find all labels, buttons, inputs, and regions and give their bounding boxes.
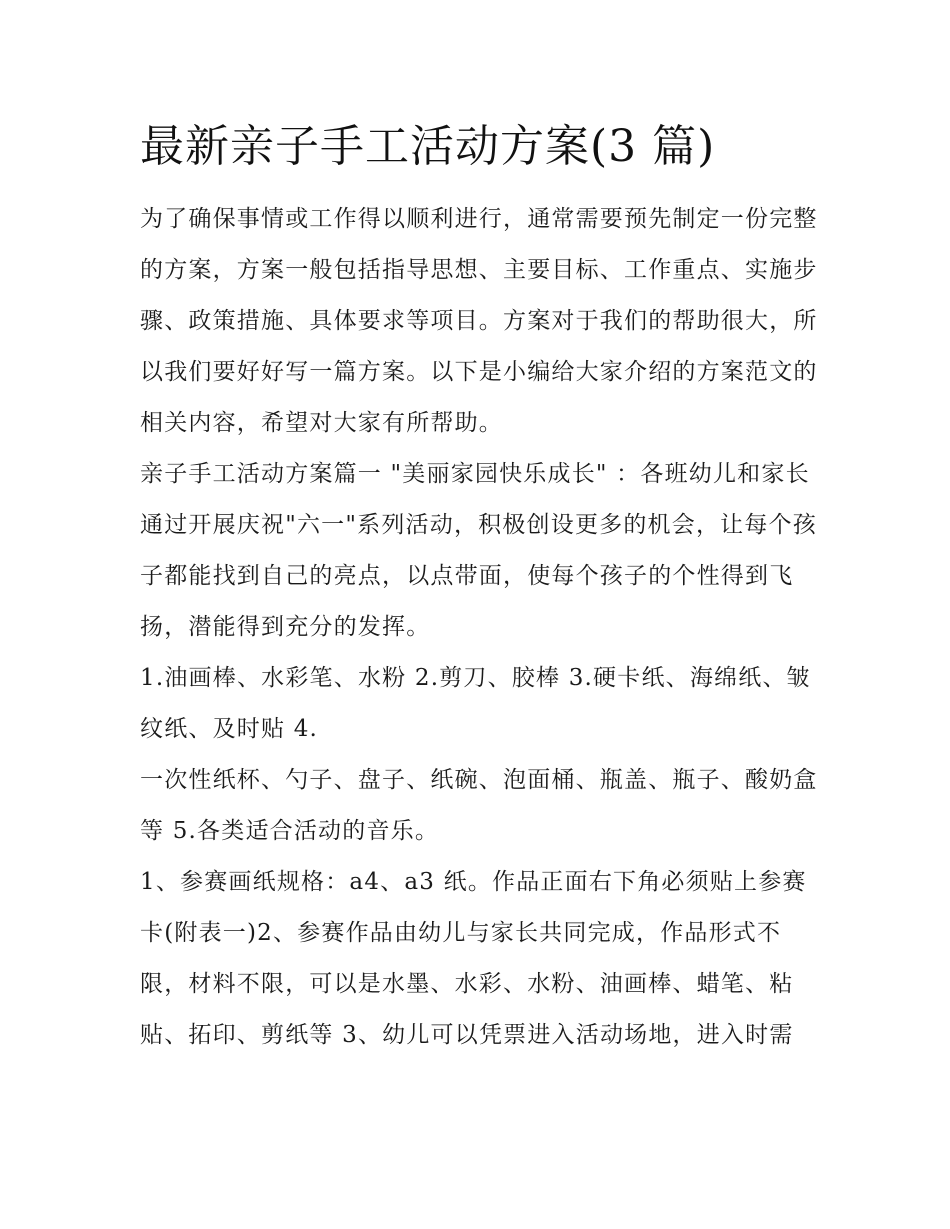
requirements-paragraph: 1、参赛画纸规格：a4、a3 纸。作品正面右下角必须贴上参赛卡(附表一)2、参赛作品由幼儿与家长共同完成，作品形式不限，材料不限，可以是水墨、水彩、水粉、油画棒、蜡笔、粘贴、拓印、剪纸等 3、幼儿可以凭票进入活动场地，进入时需 xyxy=(140,869,807,1048)
document-title: 最新亲子手工活动方案(3 篇) xyxy=(140,121,716,172)
section-heading-paragraph: 亲子手工活动方案篇一 "美丽家园快乐成长" ：各班幼儿和家长 xyxy=(140,461,810,487)
intro-paragraph: 为了确保事情或工作得以顺利进行，通常需要预先制定一份完整的方案，方案一般包括指导思想、主要目标、工作重点、实施步骤、政策措施、具体要求等项目。方案对于我们的帮助很大，所以我们要好好写一篇方案。以下是小编给大家介绍的方案范文的相关内容，希望对大家有所帮助。 xyxy=(140,206,818,436)
materials-continued-paragraph: 一次性纸杯、勺子、盘子、纸碗、泡面桶、瓶盖、瓶子、酸奶盒等 5.各类适合活动的音乐。 xyxy=(140,767,818,844)
document-body xyxy=(140,112,820,1061)
materials-paragraph: 1.油画棒、水彩笔、水粉 2.剪刀、胶棒 3.硬卡纸、海绵纸、皱纹纸、及时贴 4. xyxy=(140,665,811,742)
purpose-paragraph: 通过开展庆祝"六一"系列活动，积极创设更多的机会，让每个孩子都能找到自己的亮点，以点带面，使每个孩子的个性得到飞扬，潜能得到充分的发挥。 xyxy=(140,512,817,640)
